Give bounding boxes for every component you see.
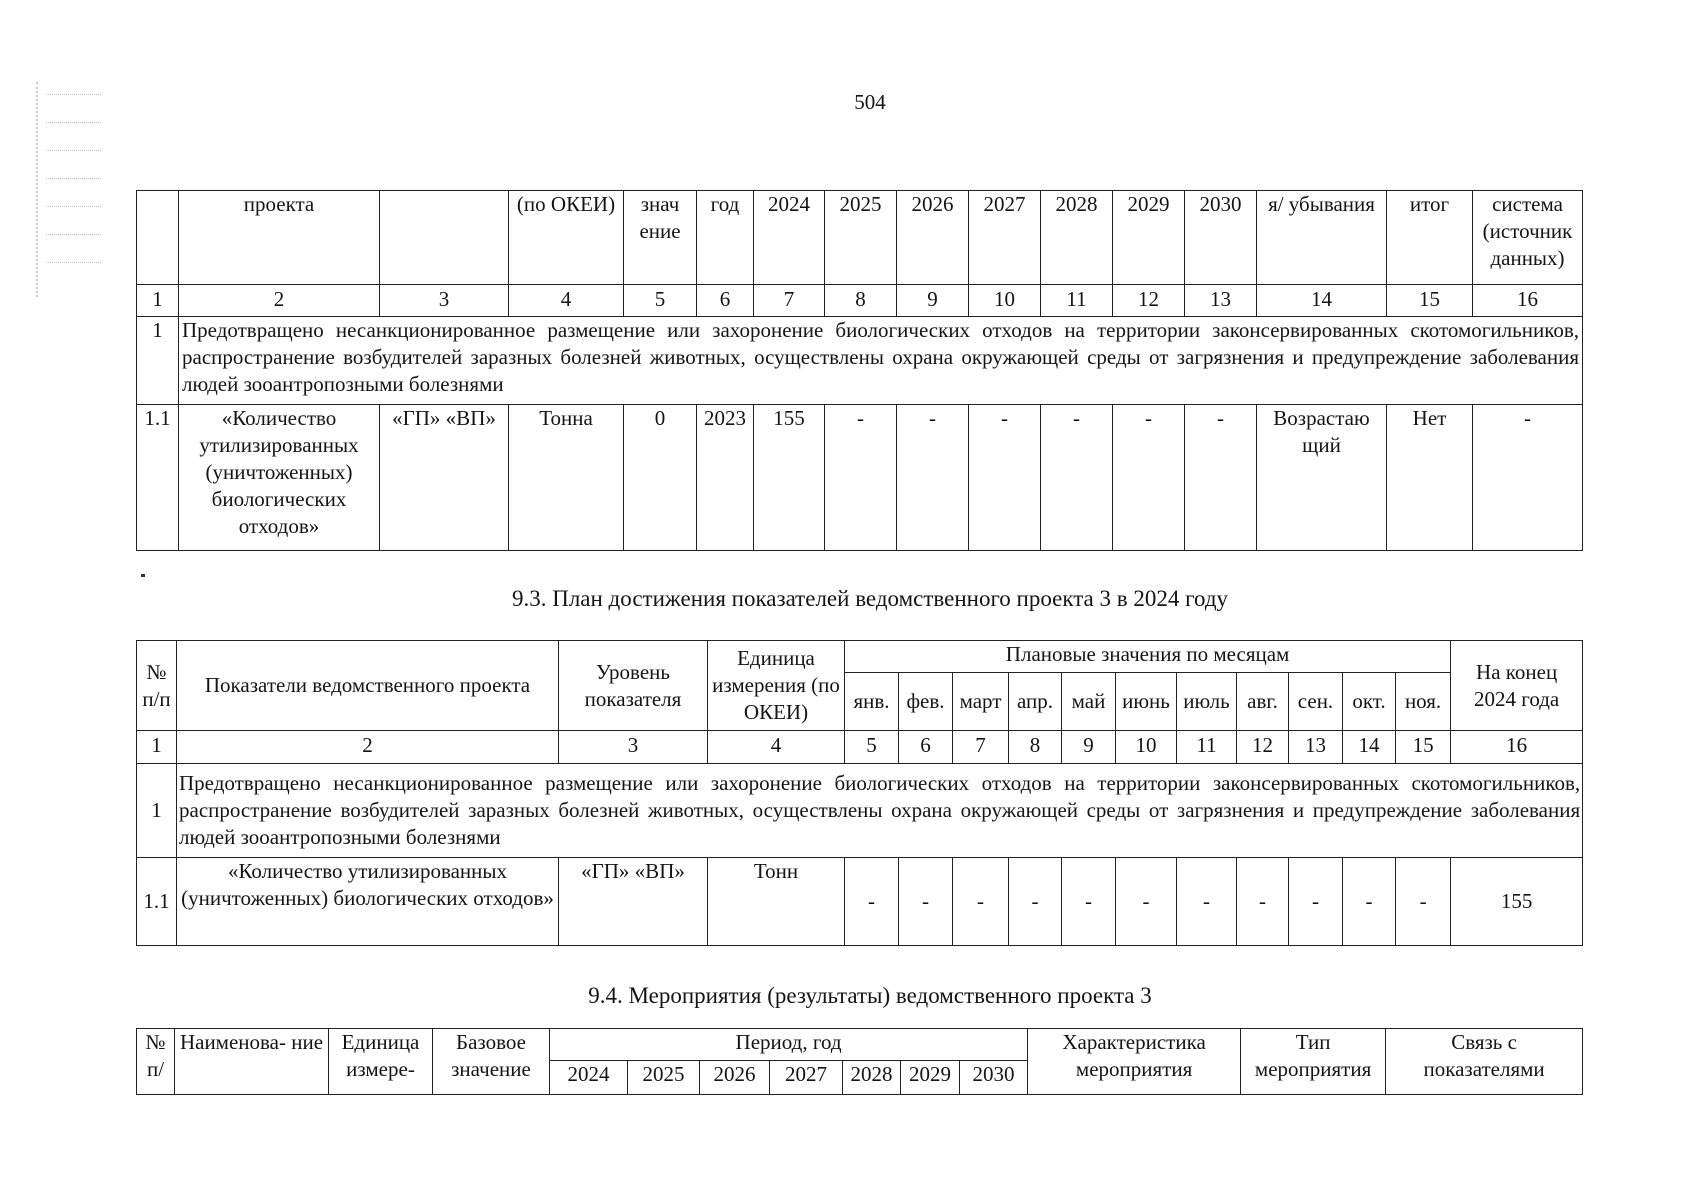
h-year: 2027: [770, 1061, 843, 1095]
h-year: 2028: [843, 1061, 901, 1095]
t1-header-cell: год: [697, 191, 754, 285]
col-number: 8: [825, 285, 897, 317]
col-number: 1: [137, 731, 177, 764]
month-value: -: [1116, 858, 1177, 946]
activities-table: [136, 1028, 1583, 1095]
h-month: июль: [1177, 673, 1237, 731]
col-number: 9: [897, 285, 969, 317]
year-end-value: 155: [1451, 858, 1583, 946]
col-number: 8: [1009, 731, 1062, 764]
col-number: 4: [509, 285, 624, 317]
section-9-4-title: 9.4. Мероприятия (результаты) ведомственного проекта 3: [588, 983, 1152, 1008]
h-month: янв.: [845, 673, 899, 731]
col-number: 3: [380, 285, 509, 317]
col-number: 6: [697, 285, 754, 317]
month-value: -: [1177, 858, 1237, 946]
h-characteristic: Характеристика мероприятия: [1028, 1029, 1241, 1095]
col-number: 3: [559, 731, 708, 764]
monthly-plan-table: [136, 640, 1583, 946]
t1-header-cell: 2024: [754, 191, 825, 285]
table1-column-numbers: [137, 285, 1583, 317]
h-unit: Единица измере-: [329, 1029, 433, 1095]
t1-header-cell: итог: [1387, 191, 1473, 285]
h-activity-type: Тип мероприятия: [1241, 1029, 1386, 1095]
indicators-table-continued: [136, 190, 1583, 551]
t1-header-cell: (по ОКЕИ): [509, 191, 624, 285]
t1-header-cell: 2027: [969, 191, 1041, 285]
h-month: апр.: [1009, 673, 1062, 731]
value-2027: -: [969, 405, 1041, 551]
col-number: 13: [1289, 731, 1343, 764]
t1-header-cell: 2025: [825, 191, 897, 285]
h-month: июнь: [1116, 673, 1177, 731]
indicator-name: «Количество утилизированных (уничтоженных) биологических отходов»: [177, 858, 559, 946]
col-number: 9: [1062, 731, 1116, 764]
h-num: № п/: [137, 1029, 175, 1095]
table2-column-numbers: [137, 731, 1583, 764]
t1-header-cell: 2030: [1185, 191, 1257, 285]
h-year: 2024: [550, 1061, 628, 1095]
row-number: 1.1: [137, 858, 177, 946]
month-value: -: [1396, 858, 1451, 946]
month-value: -: [1343, 858, 1396, 946]
indicator-unit: Тонна: [509, 405, 624, 551]
t1-header-cell: проекта: [179, 191, 380, 285]
h-activity-name: Наименова- ние: [175, 1029, 329, 1095]
indicator-level: «ГП» «ВП»: [380, 405, 509, 551]
h-month: май: [1062, 673, 1116, 731]
t1-header-cell: [137, 191, 179, 285]
indicator-level: «ГП» «ВП»: [559, 858, 708, 946]
h-year: 2029: [901, 1061, 960, 1095]
h-base-value: Базовое значение: [433, 1029, 550, 1095]
h-num: № п/п: [137, 641, 177, 731]
table2-goal-row: [137, 764, 1583, 858]
month-value: -: [953, 858, 1009, 946]
col-number: 16: [1473, 285, 1583, 317]
value-2029: -: [1113, 405, 1185, 551]
col-number: 12: [1237, 731, 1289, 764]
col-number: 15: [1387, 285, 1473, 317]
table1-goal-row: [137, 317, 1583, 405]
value-2025: -: [825, 405, 897, 551]
table3-header-row: [137, 1029, 1583, 1061]
table1-indicator-row: [137, 405, 1583, 551]
col-number: 2: [179, 285, 380, 317]
value-2026: -: [897, 405, 969, 551]
goal-text: Предотвращено несанкционированное размещение или захоронение биологических отходов на территории законсервированных скотомогильников, распространение возбудителей заразных болезней животных, осуществлены охрана окружающей среды от загрязнения и предупреждение заболевания людей зооантропозными болезнями: [177, 764, 1583, 858]
col-number: 1: [137, 285, 179, 317]
month-value: -: [1237, 858, 1289, 946]
col-number: 14: [1343, 731, 1396, 764]
t1-header-cell: 2028: [1041, 191, 1113, 285]
trend: Возрастаю щий: [1257, 405, 1387, 551]
col-number: 16: [1451, 731, 1583, 764]
goal-number: 1: [137, 764, 177, 858]
info-system: -: [1473, 405, 1583, 551]
base-value: 0: [624, 405, 697, 551]
month-value: -: [1062, 858, 1116, 946]
h-month: сен.: [1289, 673, 1343, 731]
h-month: окт.: [1343, 673, 1396, 731]
col-number: 10: [1116, 731, 1177, 764]
h-year: 2026: [700, 1061, 770, 1095]
col-number: 15: [1396, 731, 1451, 764]
h-indicator-link: Связь с показателями: [1386, 1029, 1583, 1095]
col-number: 5: [624, 285, 697, 317]
stray-mark: [141, 574, 145, 577]
indicator-unit: Тонн: [708, 858, 845, 946]
h-month: фев.: [899, 673, 953, 731]
h-year: 2025: [628, 1061, 700, 1095]
month-value: -: [1009, 858, 1062, 946]
section-9-3-title: 9.3. План достижения показателей ведомственного проекта 3 в 2024 году: [511, 586, 1229, 611]
h-month: март: [953, 673, 1009, 731]
t1-header-cell: система (источник данных): [1473, 191, 1583, 285]
col-number: 4: [708, 731, 845, 764]
col-number: 10: [969, 285, 1041, 317]
goal-text: Предотвращено несанкционированное размещение или захоронение биологических отходов на территории законсервированных скотомогильников, распространение возбудителей заразных болезней животных, осуществлены охрана окружающей среды от загрязнения и предупреждение заболевания людей зооантропозными болезнями: [179, 317, 1583, 405]
t1-header-cell: 2026: [897, 191, 969, 285]
col-number: 2: [177, 731, 559, 764]
col-number: 14: [1257, 285, 1387, 317]
month-value: -: [845, 858, 899, 946]
month-value: -: [1289, 858, 1343, 946]
h-month: ноя.: [1396, 673, 1451, 731]
col-number: 13: [1185, 285, 1257, 317]
page-number: 504: [854, 90, 886, 114]
col-number: 7: [953, 731, 1009, 764]
col-number: 5: [845, 731, 899, 764]
month-value: -: [899, 858, 953, 946]
cumulative: Нет: [1387, 405, 1473, 551]
table2-header-row: [137, 641, 1583, 673]
indicator-name: «Количество утилизированных (уничтоженных) биологических отходов»: [179, 405, 380, 551]
col-number: 7: [754, 285, 825, 317]
col-number: 12: [1113, 285, 1185, 317]
value-2024: 155: [754, 405, 825, 551]
base-year: 2023: [697, 405, 754, 551]
t1-header-cell: 2029: [1113, 191, 1185, 285]
table2-indicator-row: [137, 858, 1583, 946]
col-number: 11: [1041, 285, 1113, 317]
h-year: 2030: [960, 1061, 1028, 1095]
h-unit: Единица измерения (по ОКЕИ): [708, 641, 845, 731]
t1-header-cell: [380, 191, 509, 285]
h-level: Уровень показателя: [559, 641, 708, 731]
h-months-group: Плановые значения по месяцам: [845, 641, 1451, 673]
h-indicator-name: Показатели ведомственного проекта: [177, 641, 559, 731]
t1-header-cell: знач ение: [624, 191, 697, 285]
t1-header-cell: я/ убывания: [1257, 191, 1387, 285]
col-number: 6: [899, 731, 953, 764]
row-number: 1.1: [137, 405, 179, 551]
value-2030: -: [1185, 405, 1257, 551]
h-month: авг.: [1237, 673, 1289, 731]
h-period: Период, год: [550, 1029, 1028, 1061]
col-number: 11: [1177, 731, 1237, 764]
h-year-end: На конец 2024 года: [1451, 641, 1583, 731]
value-2028: -: [1041, 405, 1113, 551]
goal-number: 1: [137, 317, 179, 405]
table1-header-row: [137, 191, 1583, 285]
